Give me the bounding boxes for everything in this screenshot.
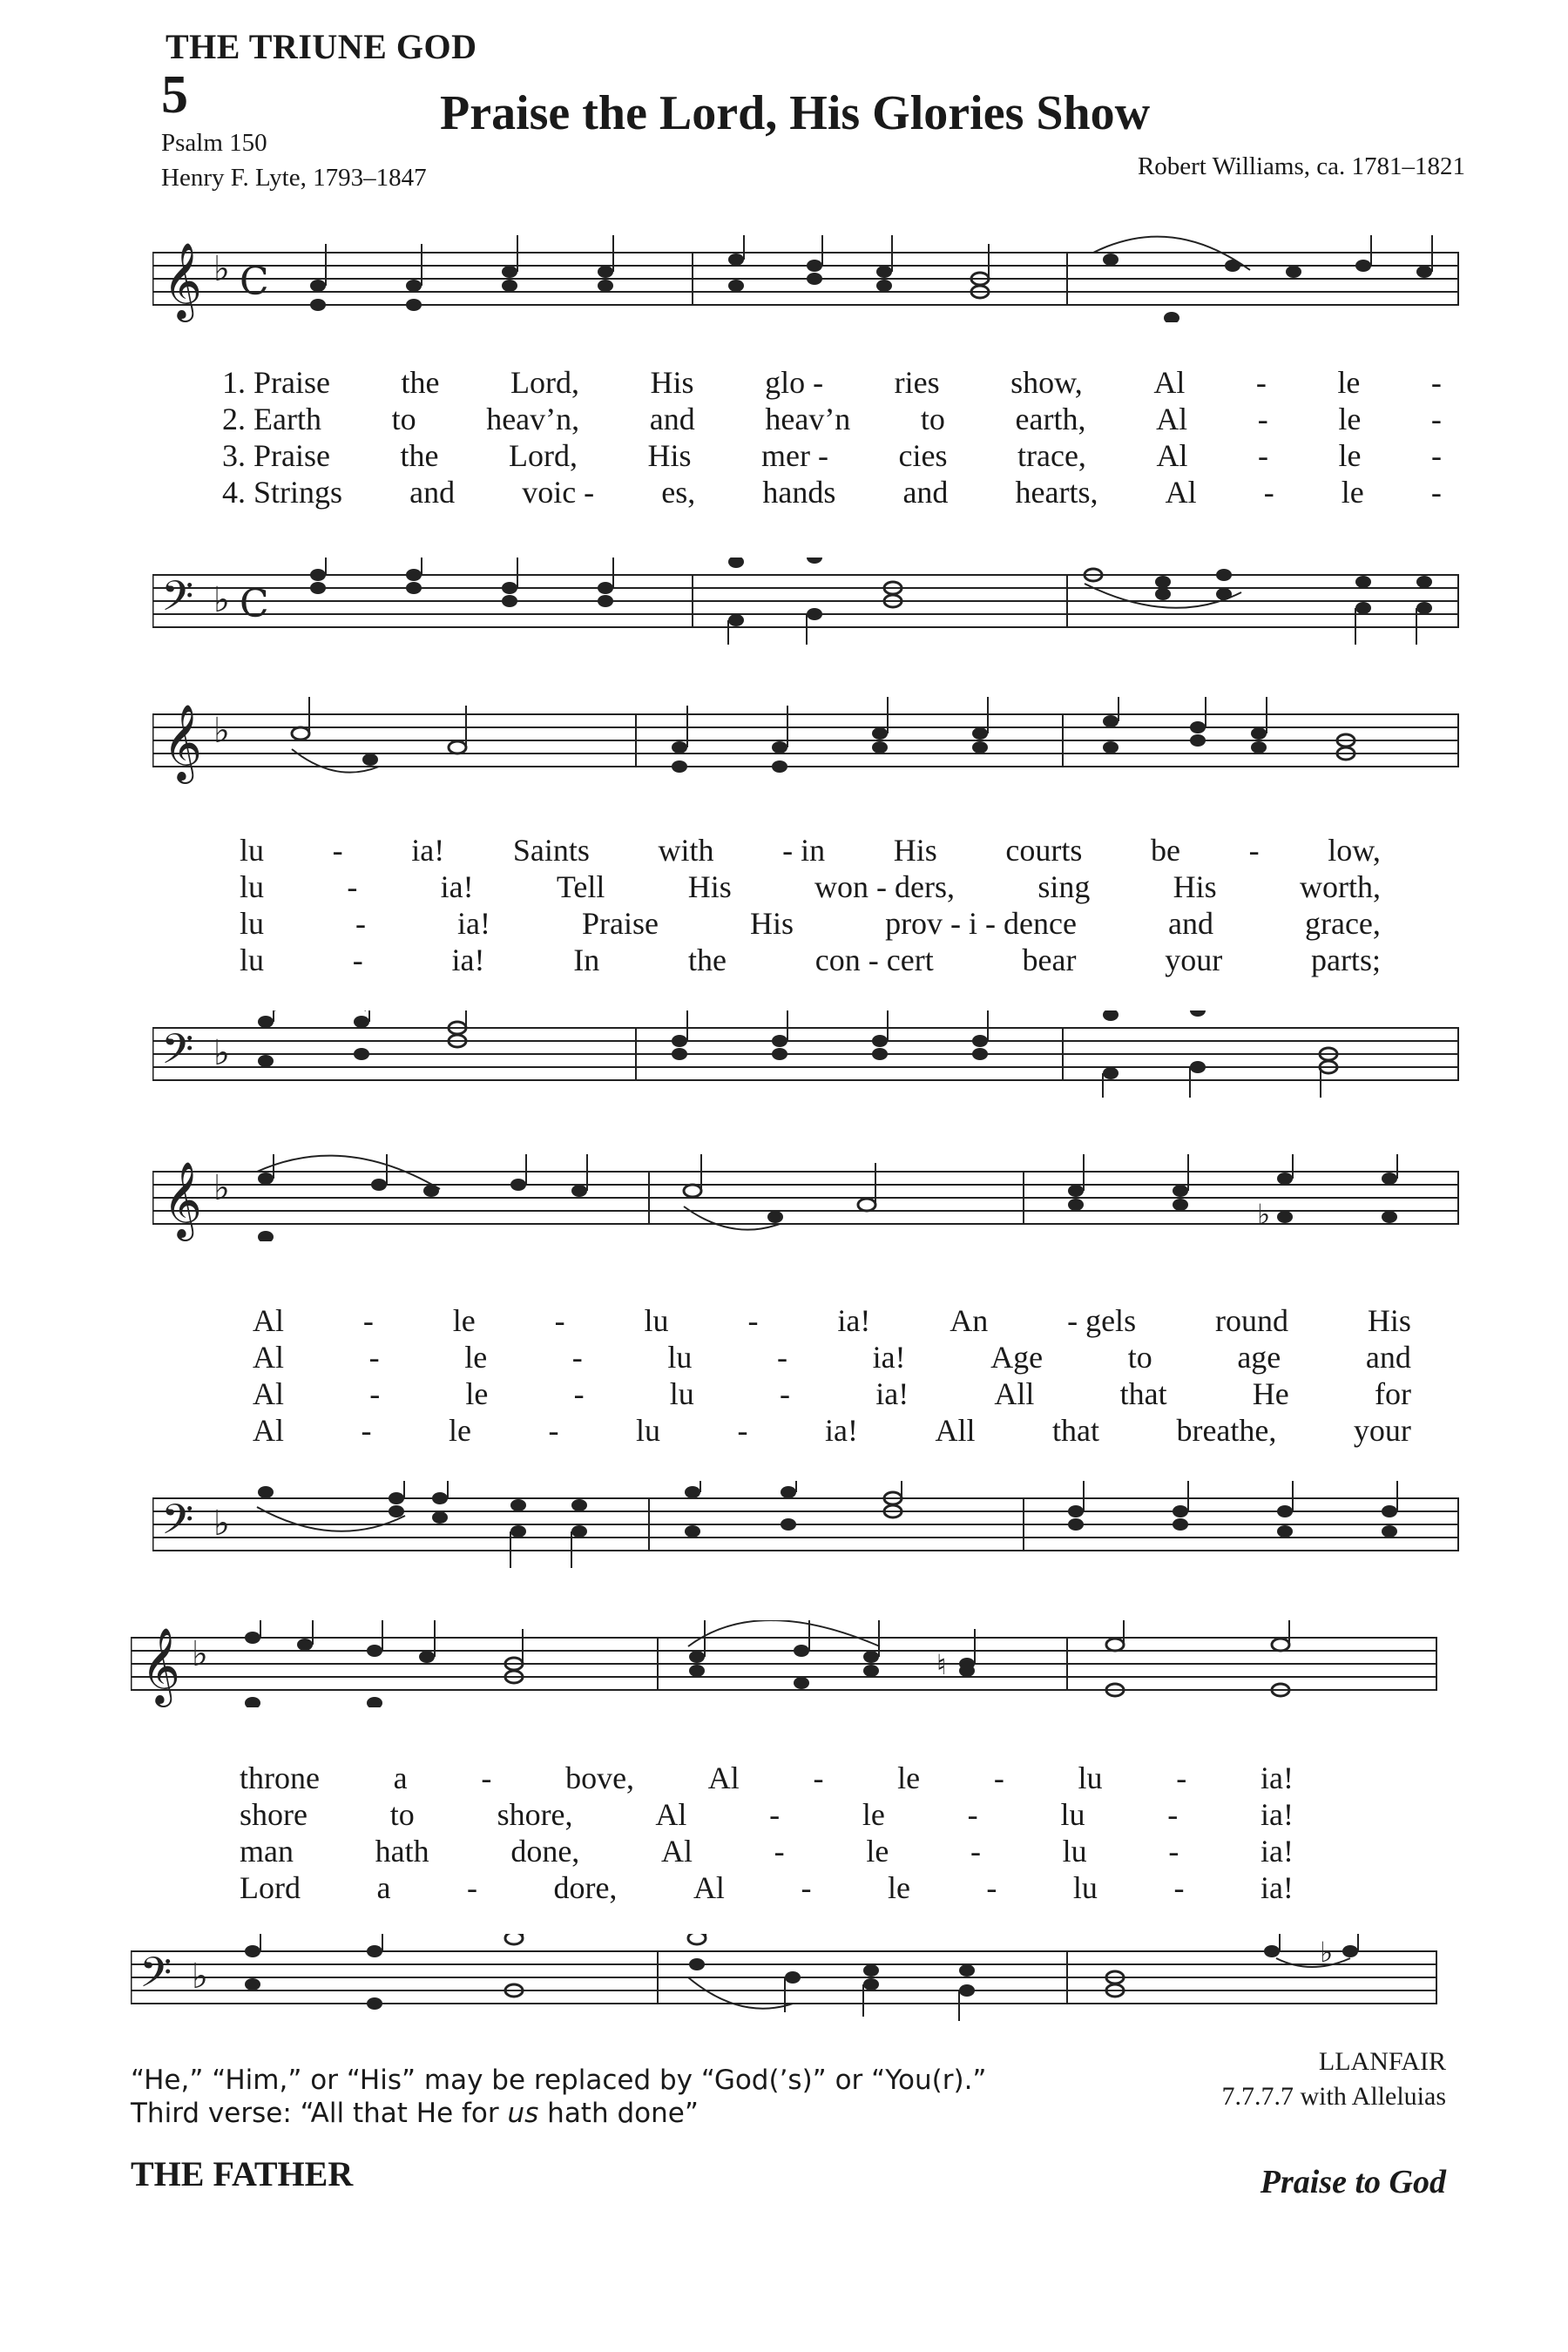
bass-clef-icon: 𝄢 xyxy=(139,1948,172,2007)
flat-key-icon: ♭ xyxy=(213,711,230,751)
scripture-source: Psalm 150 xyxy=(161,129,267,157)
natural-accidental-icon: ♮ xyxy=(936,1648,947,1681)
topic-label: Praise to God xyxy=(1260,2164,1446,2200)
bass-staff-4 xyxy=(131,1934,1437,2021)
bass-clef-icon: 𝄢 xyxy=(161,1024,194,1084)
flat-key-icon: ♭ xyxy=(213,1033,230,1073)
system-4-verse-1: throne a - bove, Al - le - lu - ia! xyxy=(240,1761,1294,1795)
system-1-verse-2: 2. Earth to heav’n, and heav’n to earth, Al - le - xyxy=(222,402,1442,436)
common-time-icon: C xyxy=(240,260,269,304)
flat-key-icon: ♭ xyxy=(213,1168,230,1208)
system-3-verse-4: Al - le - lu - ia! All that breathe, your xyxy=(253,1413,1411,1448)
treble-clef-icon: 𝄞 xyxy=(141,1626,180,1704)
flat-key-icon: ♭ xyxy=(192,1957,208,1997)
common-time-icon: C xyxy=(240,582,269,626)
text-author: Henry F. Lyte, 1793–1847 xyxy=(161,164,427,192)
system-1-verse-3: 3. Praise the Lord, His mer - cies trace, Al - le - xyxy=(222,438,1442,473)
system-1-lyrics xyxy=(222,364,1442,510)
bass-staff-2 xyxy=(152,1010,1459,1098)
system-2-verse-3: lu - ia! Praise His prov - i - dence and grace, xyxy=(240,906,1381,941)
section-heading: THE TRIUNE GOD xyxy=(166,27,477,66)
treble-clef-icon: 𝄞 xyxy=(163,703,202,781)
treble-staff-2 xyxy=(152,697,1459,784)
system-4-verse-4: Lord a - dore, Al - le - lu - ia! xyxy=(240,1870,1294,1905)
tune-name: LLANFAIR xyxy=(1318,2047,1446,2076)
hymn-number: 5 xyxy=(161,65,188,125)
bass-clef-icon: 𝄢 xyxy=(161,1495,194,1554)
hymn-title: Praise the Lord, His Glories Show xyxy=(440,86,1151,140)
footnote-pronoun: “He,” “Him,” or “His” may be replaced by “God(’s)” or “You(r).” xyxy=(131,2065,987,2096)
system-1-verse-4: 4. Strings and voic - es, hands and hearts, Al - le - xyxy=(222,475,1442,510)
flat-key-icon: ♭ xyxy=(213,249,230,289)
treble-staff-3 xyxy=(152,1154,1459,1241)
section-footer: THE FATHER xyxy=(131,2154,354,2193)
flat-accidental-icon: ♭ xyxy=(1320,1936,1334,1969)
bass-clef-icon: 𝄢 xyxy=(161,571,194,631)
system-4-verse-2: shore to shore, Al - le - lu - ia! xyxy=(240,1797,1294,1832)
system-1-verse-1: 1. Praise the Lord, His glo - ries show, Al - le - xyxy=(222,365,1442,400)
system-2-verse-2: lu - ia! Tell His won - ders, sing His worth, xyxy=(240,869,1381,904)
flat-accidental-icon: ♭ xyxy=(1257,1198,1271,1231)
system-2-verse-1: lu - ia! Saints with - in His courts be - low, xyxy=(240,833,1381,868)
treble-clef-icon: 𝄞 xyxy=(163,241,202,319)
bass-staff-1 xyxy=(152,558,1459,645)
system-4-lyrics xyxy=(240,1760,1294,1906)
system-2-lyrics xyxy=(240,832,1381,978)
tune-meter: 7.7.7.7 with Alleluias xyxy=(1221,2082,1446,2111)
system-3-verse-3: Al - le - lu - ia! All that He for xyxy=(253,1376,1411,1411)
flat-key-icon: ♭ xyxy=(213,580,230,620)
treble-staff-4 xyxy=(131,1620,1437,1707)
flat-key-icon: ♭ xyxy=(213,1504,230,1544)
treble-staff-1 xyxy=(152,235,1459,322)
bass-staff-3 xyxy=(152,1481,1459,1568)
system-2-verse-4: lu - ia! In the con - cert bear your parts; xyxy=(240,943,1381,977)
tune-composer: Robert Williams, ca. 1781–1821 xyxy=(1137,152,1465,180)
flat-key-icon: ♭ xyxy=(192,1634,208,1674)
system-3-lyrics xyxy=(253,1302,1411,1449)
system-4-verse-3: man hath done, Al - le - lu - ia! xyxy=(240,1834,1294,1869)
system-3-verse-1: Al - le - lu - ia! An - gels round His xyxy=(253,1303,1411,1338)
system-3-verse-2: Al - le - lu - ia! Age to age and xyxy=(253,1340,1411,1375)
treble-clef-icon: 𝄞 xyxy=(163,1160,202,1238)
footnote-third-verse: Third verse: “All that He for us hath done” xyxy=(131,2098,699,2129)
